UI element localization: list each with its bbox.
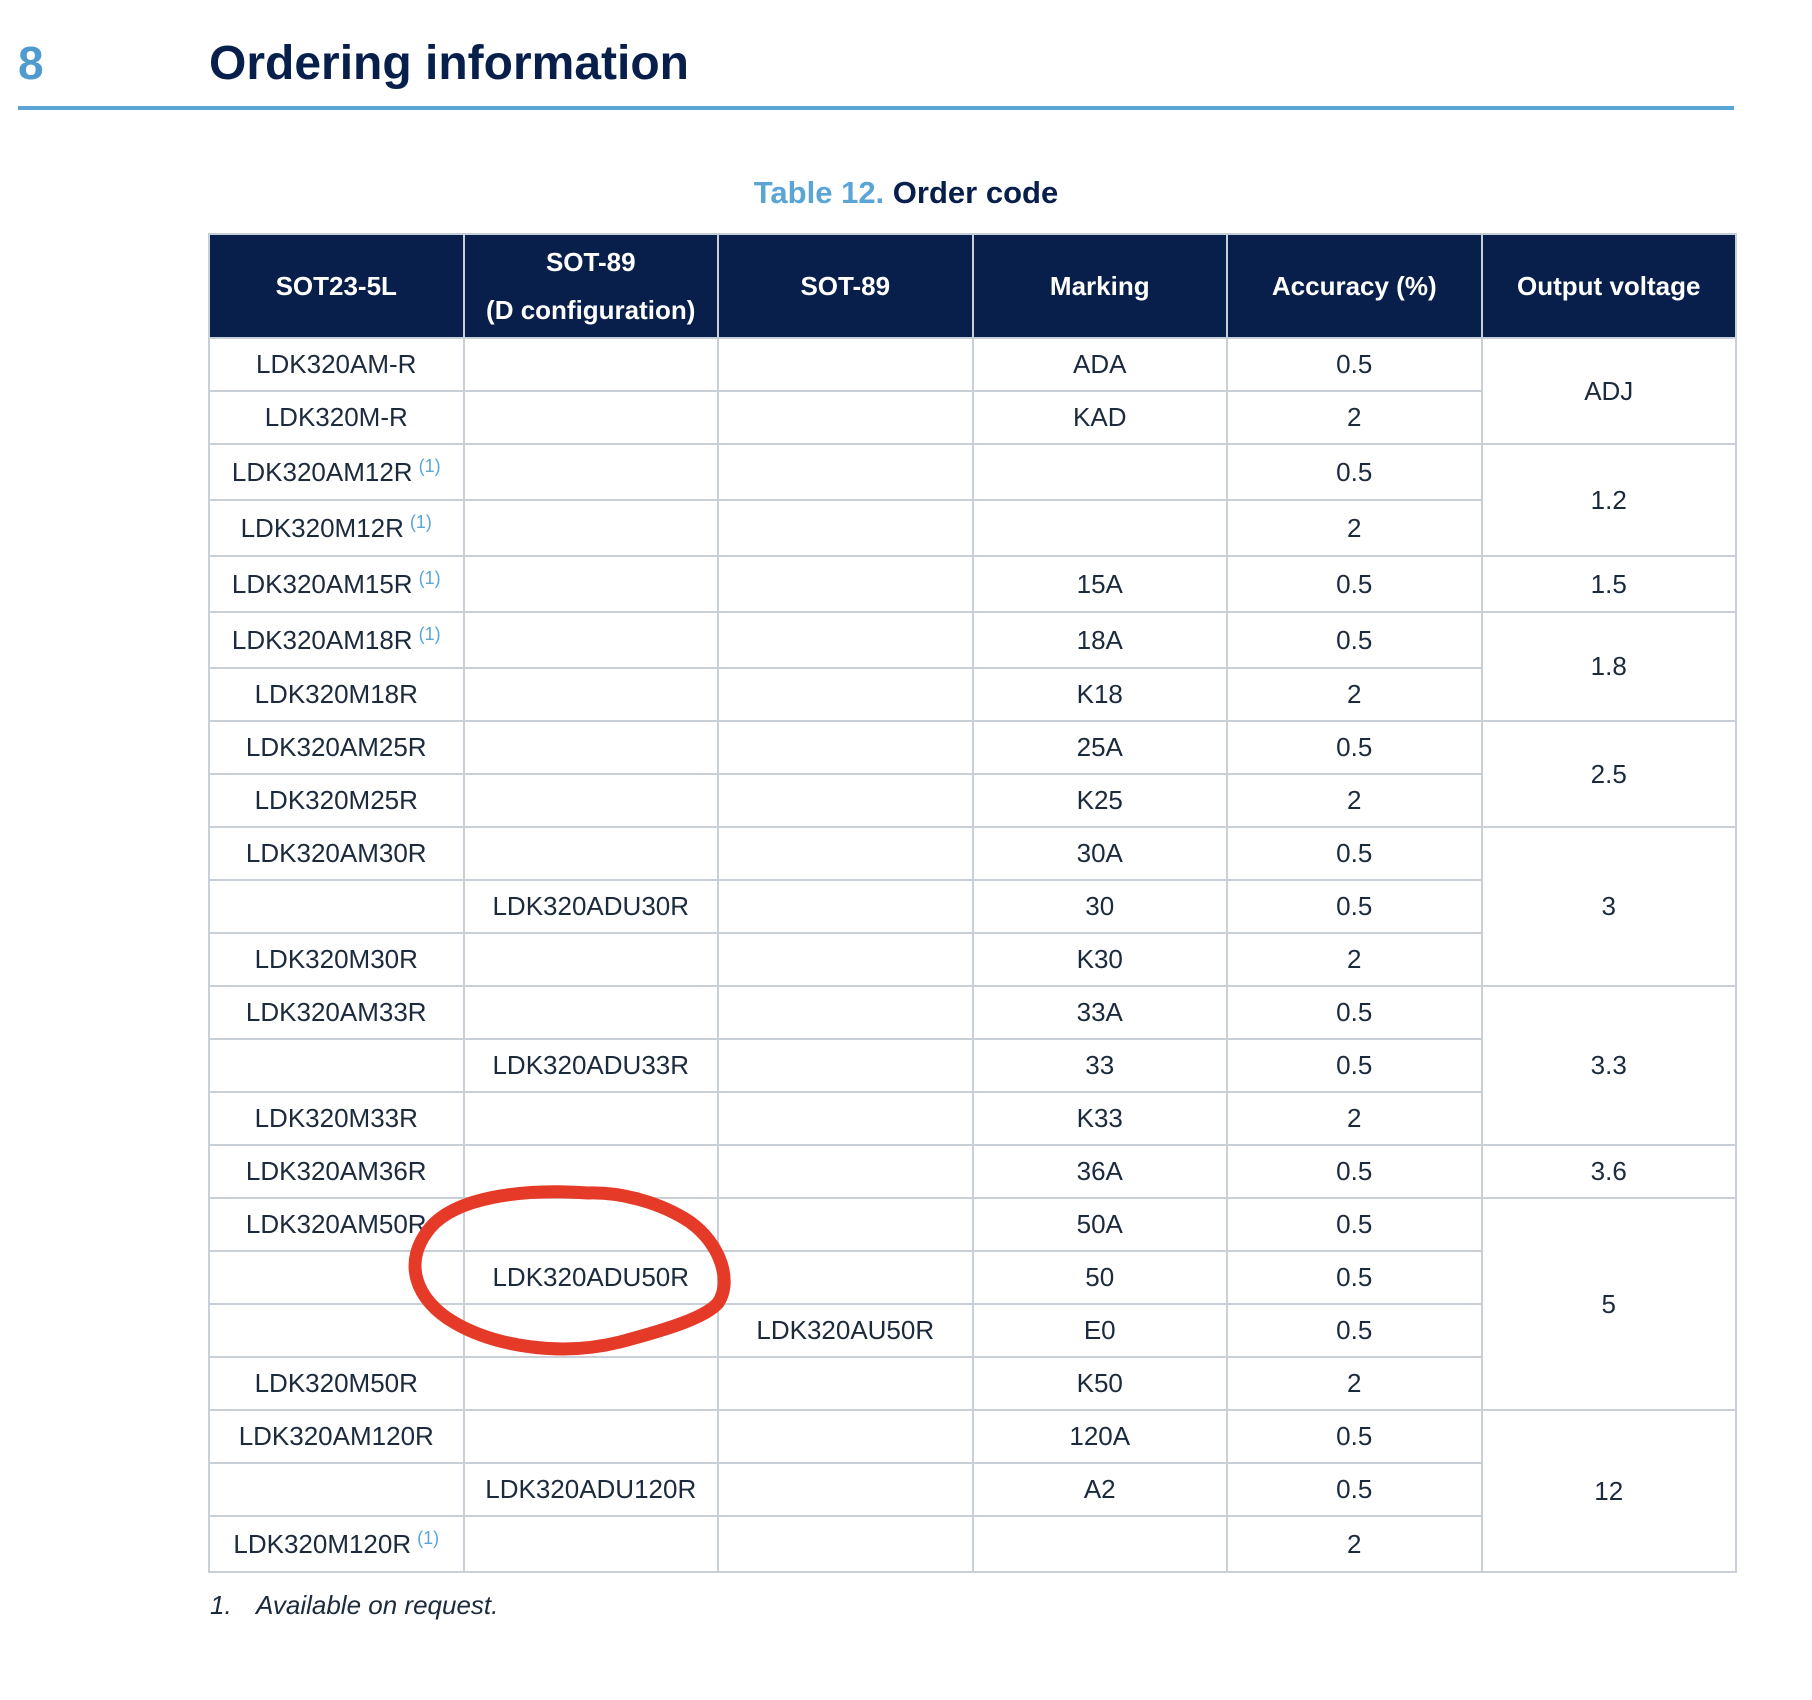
table-caption-title: Order code (892, 175, 1059, 210)
cell-sot89-d (464, 986, 719, 1039)
cell-accuracy: 2 (1227, 1092, 1482, 1145)
cell-sot23 (209, 1357, 464, 1410)
cell-sot23 (209, 721, 464, 774)
table-row (209, 986, 1736, 1039)
cell-output-voltage: ADJ (1482, 338, 1737, 444)
cell-sot89 (718, 612, 973, 668)
cell-accuracy: 0.5 (1227, 1198, 1482, 1251)
cell-accuracy: 2 (1227, 774, 1482, 827)
table-caption (0, 175, 1812, 211)
footnote-ref: (1) (418, 568, 441, 588)
cell-sot89-d (464, 827, 719, 880)
cell-marking: 25A (973, 721, 1228, 774)
table-row (209, 1145, 1736, 1198)
footnote (210, 1590, 498, 1621)
header-sot89-d (464, 234, 719, 338)
cell-marking: K18 (973, 668, 1228, 721)
cell-sot89 (718, 1198, 973, 1251)
cell-accuracy: 2 (1227, 668, 1482, 721)
sot23-code: LDK320M30R (254, 944, 418, 974)
cell-sot89-d (464, 1304, 719, 1357)
sot23-code: LDK320AM18R (231, 625, 413, 655)
cell-accuracy: 0.5 (1227, 880, 1482, 933)
cell-marking: 30A (973, 827, 1228, 880)
cell-output-voltage: 3.6 (1482, 1145, 1737, 1198)
header-accuracy: Accuracy (%) (1227, 234, 1482, 338)
header-sot89-d-line2: (D configuration) (486, 295, 696, 325)
cell-marking: 33A (973, 986, 1228, 1039)
sot23-code: LDK320M50R (254, 1368, 418, 1398)
cell-sot89 (718, 391, 973, 444)
cell-sot23 (209, 1410, 464, 1463)
cell-accuracy: 2 (1227, 500, 1482, 556)
cell-sot23 (209, 1039, 464, 1092)
section-title: Ordering information (209, 37, 689, 90)
cell-sot89 (718, 1410, 973, 1463)
cell-accuracy: 0.5 (1227, 1145, 1482, 1198)
cell-marking: E0 (973, 1304, 1228, 1357)
cell-sot89-d (464, 774, 719, 827)
cell-sot23 (209, 880, 464, 933)
cell-marking: K30 (973, 933, 1228, 986)
cell-sot89-d: LDK320ADU50R (464, 1251, 719, 1304)
header-sot89: SOT-89 (718, 234, 973, 338)
cell-sot89 (718, 721, 973, 774)
cell-output-voltage: 1.5 (1482, 556, 1737, 612)
cell-sot89 (718, 1251, 973, 1304)
cell-sot89-d (464, 444, 719, 500)
cell-sot23 (209, 986, 464, 1039)
table-row (209, 556, 1736, 612)
table-row (209, 1198, 1736, 1251)
table-row (209, 827, 1736, 880)
cell-marking: 30 (973, 880, 1228, 933)
cell-sot89-d: LDK320ADU30R (464, 880, 719, 933)
cell-output-voltage: 5 (1482, 1198, 1737, 1410)
section-header (18, 30, 1734, 110)
cell-sot23 (209, 500, 464, 556)
cell-sot89 (718, 1039, 973, 1092)
sot23-code: LDK320AM25R (245, 732, 427, 762)
table-body (209, 338, 1736, 1572)
cell-accuracy: 0.5 (1227, 444, 1482, 500)
cell-marking: ADA (973, 338, 1228, 391)
cell-marking: KAD (973, 391, 1228, 444)
cell-sot23 (209, 1516, 464, 1572)
cell-accuracy: 0.5 (1227, 986, 1482, 1039)
cell-sot89-d (464, 338, 719, 391)
cell-marking: 120A (973, 1410, 1228, 1463)
cell-sot89 (718, 1357, 973, 1410)
order-code-table (208, 233, 1737, 1573)
header-sot23: SOT23-5L (209, 234, 464, 338)
section-number: 8 (18, 37, 44, 89)
header-output-voltage: Output voltage (1482, 234, 1737, 338)
footnote-ref: (1) (418, 624, 441, 644)
cell-sot89-d (464, 1198, 719, 1251)
table-row (209, 721, 1736, 774)
cell-sot89: LDK320AU50R (718, 1304, 973, 1357)
cell-sot89-d (464, 1357, 719, 1410)
sot23-code: LDK320M18R (254, 679, 418, 709)
header-marking: Marking (973, 234, 1228, 338)
table-row (209, 612, 1736, 668)
table-row (209, 338, 1736, 391)
cell-sot89-d (464, 721, 719, 774)
cell-sot23 (209, 391, 464, 444)
cell-sot89-d (464, 1145, 719, 1198)
cell-sot23 (209, 827, 464, 880)
cell-sot89-d (464, 1516, 719, 1572)
cell-sot89 (718, 1516, 973, 1572)
cell-marking: K33 (973, 1092, 1228, 1145)
cell-marking (973, 444, 1228, 500)
sot23-code: LDK320AM30R (245, 838, 427, 868)
sot23-code: LDK320AM33R (245, 997, 427, 1027)
table-header-row (209, 234, 1736, 338)
cell-sot23 (209, 1463, 464, 1516)
cell-sot23 (209, 338, 464, 391)
cell-accuracy: 0.5 (1227, 1039, 1482, 1092)
cell-sot89 (718, 500, 973, 556)
cell-marking: A2 (973, 1463, 1228, 1516)
cell-sot89 (718, 1092, 973, 1145)
cell-output-voltage: 3.3 (1482, 986, 1737, 1145)
cell-sot89-d (464, 1410, 719, 1463)
cell-marking: K50 (973, 1357, 1228, 1410)
footnote-number: 1. (210, 1590, 232, 1620)
cell-sot89 (718, 827, 973, 880)
cell-sot89 (718, 556, 973, 612)
cell-sot89 (718, 880, 973, 933)
table-row (209, 1410, 1736, 1463)
cell-output-voltage: 3 (1482, 827, 1737, 986)
cell-sot23 (209, 1145, 464, 1198)
cell-sot89-d (464, 668, 719, 721)
cell-output-voltage: 1.2 (1482, 444, 1737, 556)
sot23-code: LDK320AM15R (231, 569, 413, 599)
sot23-code: LDK320AM12R (231, 457, 413, 487)
cell-sot89-d: LDK320ADU33R (464, 1039, 719, 1092)
cell-sot89 (718, 444, 973, 500)
sot23-code: LDK320M120R (233, 1529, 412, 1559)
cell-output-voltage: 12 (1482, 1410, 1737, 1572)
cell-marking: 36A (973, 1145, 1228, 1198)
cell-marking (973, 1516, 1228, 1572)
cell-sot89-d (464, 500, 719, 556)
cell-sot89 (718, 1145, 973, 1198)
cell-sot23 (209, 668, 464, 721)
sot23-code: LDK320M12R (240, 513, 404, 543)
sot23-code: LDK320AM36R (245, 1156, 427, 1186)
cell-accuracy: 0.5 (1227, 1304, 1482, 1357)
cell-accuracy: 0.5 (1227, 827, 1482, 880)
cell-sot23 (209, 556, 464, 612)
cell-sot23 (209, 933, 464, 986)
cell-accuracy: 0.5 (1227, 1410, 1482, 1463)
cell-accuracy: 0.5 (1227, 338, 1482, 391)
cell-accuracy: 0.5 (1227, 556, 1482, 612)
cell-accuracy: 2 (1227, 1516, 1482, 1572)
header-sot89-d-line1: SOT-89 (545, 247, 636, 277)
cell-sot23 (209, 612, 464, 668)
cell-sot89-d (464, 556, 719, 612)
footnote-ref: (1) (418, 456, 441, 476)
footnote-ref: (1) (417, 1528, 440, 1548)
footnote-ref: (1) (409, 512, 432, 532)
cell-accuracy: 0.5 (1227, 612, 1482, 668)
cell-sot89 (718, 338, 973, 391)
cell-sot23 (209, 1251, 464, 1304)
cell-marking: 18A (973, 612, 1228, 668)
cell-sot23 (209, 1304, 464, 1357)
cell-sot23 (209, 774, 464, 827)
cell-sot23 (209, 1092, 464, 1145)
cell-marking: K25 (973, 774, 1228, 827)
cell-sot89-d (464, 1092, 719, 1145)
sot23-code: LDK320AM120R (238, 1421, 434, 1451)
cell-marking: 50 (973, 1251, 1228, 1304)
cell-sot89-d: LDK320ADU120R (464, 1463, 719, 1516)
cell-sot89-d (464, 391, 719, 444)
cell-accuracy: 2 (1227, 933, 1482, 986)
cell-marking: 15A (973, 556, 1228, 612)
cell-marking: 50A (973, 1198, 1228, 1251)
footnote-text: Available on request. (256, 1590, 499, 1620)
cell-sot89 (718, 986, 973, 1039)
cell-output-voltage: 2.5 (1482, 721, 1737, 827)
sot23-code: LDK320M-R (264, 402, 408, 432)
table-caption-prefix: Table 12. (753, 175, 885, 210)
cell-sot89 (718, 1463, 973, 1516)
cell-accuracy: 2 (1227, 391, 1482, 444)
table-row (209, 444, 1736, 500)
sot23-code: LDK320AM-R (256, 349, 417, 379)
cell-sot23 (209, 1198, 464, 1251)
cell-accuracy: 2 (1227, 1357, 1482, 1410)
cell-marking: 33 (973, 1039, 1228, 1092)
cell-accuracy: 0.5 (1227, 1251, 1482, 1304)
cell-sot89 (718, 933, 973, 986)
cell-accuracy: 0.5 (1227, 721, 1482, 774)
sot23-code: LDK320AM50R (245, 1209, 427, 1239)
cell-sot89-d (464, 612, 719, 668)
sot23-code: LDK320M33R (254, 1103, 418, 1133)
cell-sot89 (718, 774, 973, 827)
cell-sot89-d (464, 933, 719, 986)
cell-marking (973, 500, 1228, 556)
cell-sot23 (209, 444, 464, 500)
cell-accuracy: 0.5 (1227, 1463, 1482, 1516)
cell-sot89 (718, 668, 973, 721)
cell-output-voltage: 1.8 (1482, 612, 1737, 721)
sot23-code: LDK320M25R (254, 785, 418, 815)
